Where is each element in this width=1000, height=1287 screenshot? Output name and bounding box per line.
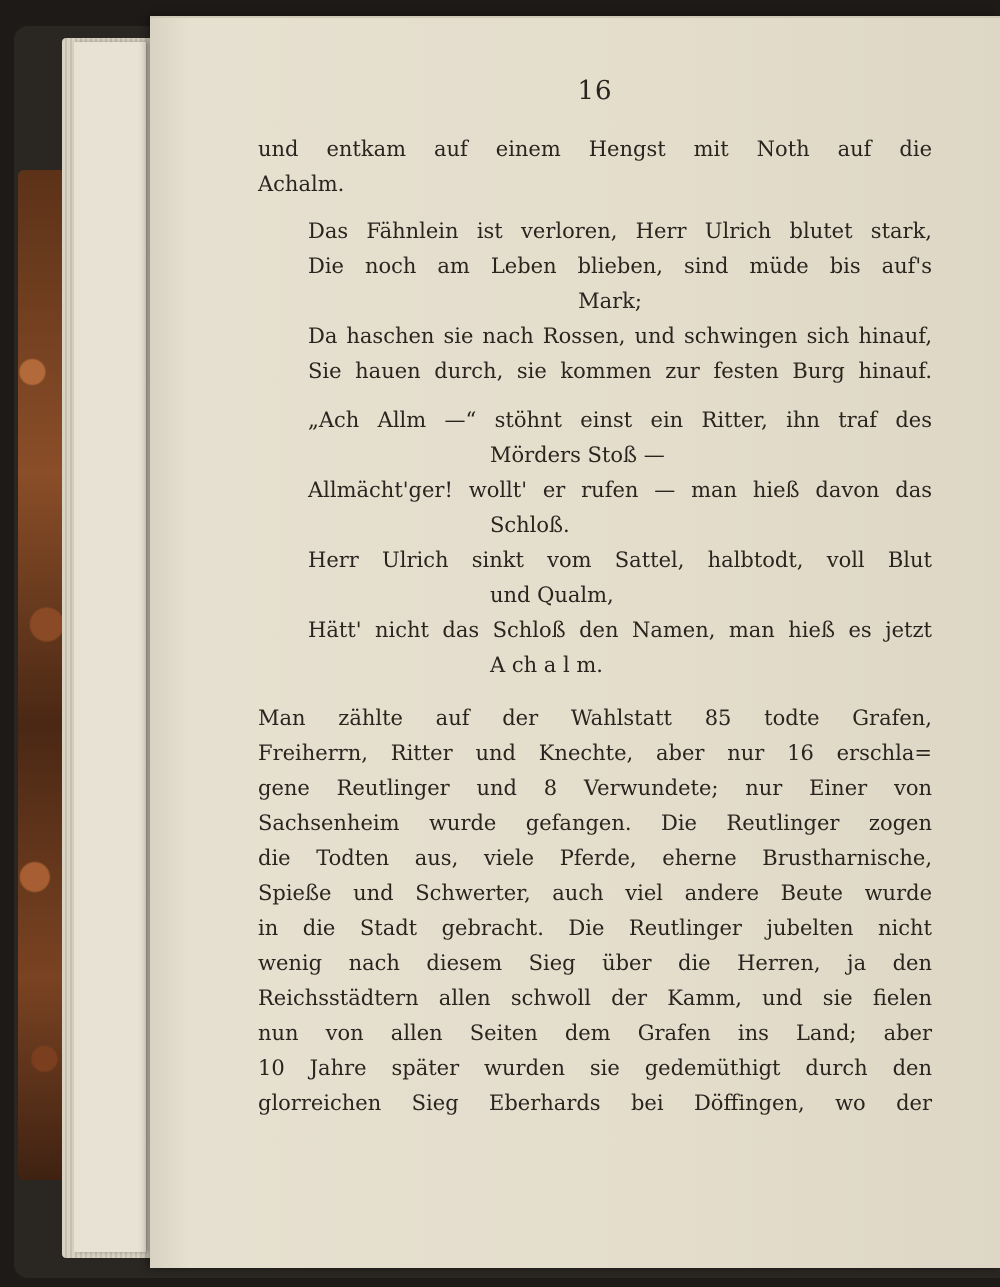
- verse: [258, 613, 932, 683]
- text-line: nun von allen Seiten dem Grafen ins Land; aber: [258, 1021, 932, 1045]
- verse-line: „Ach Allm —“ stöhnt einst ein Ritter, ihn traf des: [308, 408, 932, 432]
- text-line: Sachsenheim wurde gefangen. Die Reutlinger zogen: [258, 811, 932, 835]
- verse: [258, 249, 932, 319]
- verse: [258, 354, 932, 389]
- text-line: glorreichen Sieg Eberhards bei Döffingen, wo der: [258, 1091, 932, 1115]
- verse: [258, 403, 932, 473]
- stanza: [258, 214, 932, 389]
- verse-line: Das Fähnlein ist verloren, Herr Ulrich blutet stark,: [308, 219, 932, 243]
- stanza: [258, 403, 932, 683]
- verse-continuation: und Qualm,: [490, 583, 614, 607]
- verse-line: Allmächt'ger! wollt' er rufen — man hieß davon das: [308, 478, 932, 502]
- text-line: Achalm.: [258, 172, 345, 196]
- poem: [258, 214, 932, 683]
- opening-paragraph: [258, 132, 932, 202]
- verse-line: Die noch am Leben blieben, sind müde bis auf's: [308, 254, 932, 278]
- text-line: gene Reutlinger und 8 Verwundete; nur Einer von: [258, 776, 932, 800]
- marbled-edge: [18, 170, 66, 1180]
- verse-line: Sie hauen durch, sie kommen zur festen Burg hinauf.: [308, 359, 932, 383]
- previous-leaf: [74, 42, 146, 1252]
- verse: [258, 473, 932, 543]
- body-paragraph: [258, 701, 932, 1121]
- verse-continuation: Mark;: [578, 289, 642, 313]
- text-line: Freiherrn, Ritter und Knechte, aber nur 16 erschla=: [258, 741, 932, 765]
- text-line: Spieße und Schwerter, auch viel andere Beute wurde: [258, 881, 932, 905]
- verse: [258, 214, 932, 249]
- verse-continuation: Schloß.: [490, 513, 570, 537]
- verse: [258, 319, 932, 354]
- text-line: die Todten aus, viele Pferde, eherne Brustharnische,: [258, 846, 932, 870]
- text-line: wenig nach diesem Sieg über die Herren, ja den: [258, 951, 932, 975]
- verse-continuation: Mörders Stoß —: [490, 443, 665, 467]
- verse-continuation: A ch a l m.: [490, 653, 603, 677]
- text-line: 10 Jahre später wurden sie gedemüthigt durch den: [258, 1056, 932, 1080]
- verse: [258, 543, 932, 613]
- text-line: und entkam auf einem Hengst mit Noth auf die: [258, 137, 932, 161]
- verse-line: Hätt' nicht das Schloß den Namen, man hieß es jetzt: [308, 618, 932, 642]
- verse-line: Herr Ulrich sinkt vom Sattel, halbtodt, voll Blut: [308, 548, 932, 572]
- text-line: in die Stadt gebracht. Die Reutlinger jubelten nicht: [258, 916, 932, 940]
- text-line: Reichsstädtern allen schwoll der Kamm, und sie fielen: [258, 986, 932, 1010]
- book-page: [150, 16, 1000, 1268]
- text-line: Man zählte auf der Wahlstatt 85 todte Grafen,: [258, 706, 932, 730]
- verse-line: Da haschen sie nach Rossen, und schwingen sich hinauf,: [308, 324, 932, 348]
- page-number: 16: [577, 76, 613, 106]
- page-text: [258, 76, 932, 1121]
